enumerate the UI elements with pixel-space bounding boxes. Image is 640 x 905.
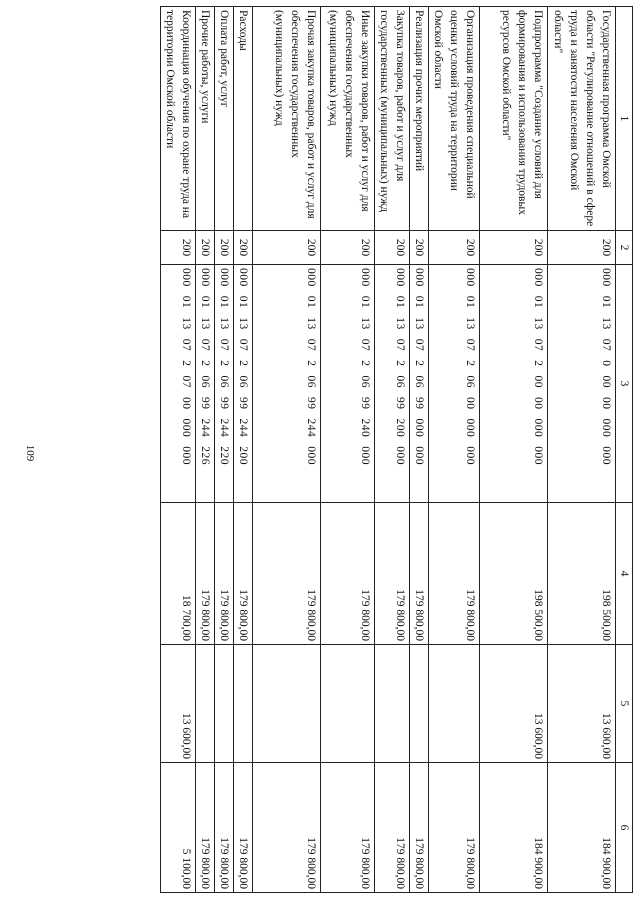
code-segment: 000 [413, 268, 425, 287]
table-row [215, 7, 234, 893]
table-row [480, 7, 548, 893]
row-col5-cell [253, 645, 321, 763]
row-col2-cell: 200 [253, 231, 321, 265]
row-col6-cell: 179 800,00 [321, 763, 375, 893]
code-segment: 13 [237, 317, 249, 330]
row-col6-cell: 179 800,00 [215, 763, 234, 893]
code-segment: 01 [180, 295, 192, 309]
row-col6-cell: 179 800,00 [253, 763, 321, 893]
row-col4-cell: 179 800,00 [429, 503, 480, 645]
row-col5-cell [410, 645, 429, 763]
code-segment: 2 [413, 360, 425, 367]
row-col5-cell: 13 600,00 [161, 645, 196, 763]
table-row [375, 7, 410, 893]
code-segment: 000 [305, 268, 317, 287]
header-row [616, 7, 633, 893]
code-segment: 01 [218, 295, 230, 309]
row-col2-cell: 200 [548, 231, 616, 265]
code-segment: 2 [218, 360, 230, 367]
code-segment: 240 [359, 418, 371, 438]
code-segment: 99 [218, 397, 230, 410]
row-name-cell: Прочая закупка товаров, работ и услуг для обеспечения государственных (муниципальных) нужд [253, 7, 321, 231]
code-segment: 01 [413, 295, 425, 309]
row-col4-cell: 198 500,00 [548, 503, 616, 645]
row-col4-cell: 179 800,00 [234, 503, 253, 645]
code-segment: 2 [199, 360, 211, 367]
row-code-cell [161, 265, 196, 503]
table-row [161, 7, 196, 893]
row-code-cell [410, 265, 429, 503]
code-segment: 000 [532, 268, 544, 287]
code-segment: 99 [199, 397, 211, 410]
row-name-cell: Государственная программа Омской области "Регулирование отношений в сфере труда и занятости населения Омской области" [548, 7, 616, 231]
code-segment: 07 [305, 338, 317, 352]
row-col2-cell: 200 [321, 231, 375, 265]
row-col4-cell: 179 800,00 [253, 503, 321, 645]
row-col4-cell: 179 800,00 [375, 503, 410, 645]
code-segment: 2 [237, 360, 249, 367]
row-col5-cell [375, 645, 410, 763]
code-segment: 000 [413, 418, 425, 438]
row-col5-cell [196, 645, 215, 763]
row-col4-cell: 179 800,00 [410, 503, 429, 645]
table-row [410, 7, 429, 893]
row-name-cell: Подпрограмма "Создание условий для формирования и использования трудовых ресурсов Омской области" [480, 7, 548, 231]
row-col4-cell: 198 500,00 [480, 503, 548, 645]
row-col2-cell: 200 [196, 231, 215, 265]
row-col6-cell: 179 800,00 [234, 763, 253, 893]
code-segment: 13 [600, 317, 612, 330]
code-segment: 07 [218, 338, 230, 352]
code-segment: 06 [199, 375, 211, 388]
code-segment: 000 [305, 446, 317, 465]
code-segment: 01 [464, 295, 476, 309]
code-segment: 000 [600, 268, 612, 287]
row-name-cell: Иные закупки товаров, работ и услуг для обеспечения государственных (муниципальных) нужд [321, 7, 375, 231]
header-col-3: 3 [616, 265, 633, 503]
row-col5-cell [215, 645, 234, 763]
code-segment: 000 [600, 418, 612, 438]
header-col-4: 4 [616, 503, 633, 645]
row-col5-cell: 13 600,00 [480, 645, 548, 763]
landscape-page [78, 6, 633, 892]
row-col6-cell: 184 900,00 [480, 763, 548, 893]
row-col2-cell: 200 [161, 231, 196, 265]
code-segment: 13 [413, 317, 425, 330]
row-col6-cell: 184 900,00 [548, 763, 616, 893]
row-col2-cell: 200 [480, 231, 548, 265]
code-segment: 000 [394, 268, 406, 287]
code-segment: 00 [600, 397, 612, 410]
code-segment: 06 [359, 375, 371, 388]
row-col5-cell: 13 600,00 [548, 645, 616, 763]
code-segment: 07 [180, 375, 192, 388]
code-segment: 2 [532, 360, 544, 367]
row-code-cell [375, 265, 410, 503]
code-segment: 000 [199, 268, 211, 287]
row-col2-cell: 200 [215, 231, 234, 265]
code-segment: 07 [464, 338, 476, 352]
code-segment: 06 [218, 375, 230, 388]
code-segment: 01 [305, 295, 317, 309]
row-code-cell [234, 265, 253, 503]
code-segment: 13 [359, 317, 371, 330]
code-segment: 06 [305, 375, 317, 388]
row-col6-cell: 5 100,00 [161, 763, 196, 893]
row-col5-cell [321, 645, 375, 763]
row-code-cell [253, 265, 321, 503]
code-segment: 000 [359, 446, 371, 465]
row-code-cell [321, 265, 375, 503]
row-col6-cell: 179 800,00 [410, 763, 429, 893]
code-segment: 2 [359, 360, 371, 367]
row-col6-cell: 179 800,00 [429, 763, 480, 893]
row-code-cell [548, 265, 616, 503]
code-segment: 01 [394, 295, 406, 309]
code-segment: 000 [394, 446, 406, 465]
code-segment: 2 [180, 360, 192, 367]
row-name-cell: Расходы [234, 7, 253, 231]
code-segment: 000 [464, 268, 476, 287]
budget-table [160, 6, 633, 893]
code-segment: 01 [600, 295, 612, 309]
row-col4-cell: 179 800,00 [196, 503, 215, 645]
code-segment: 000 [237, 268, 249, 287]
code-segment: 01 [359, 295, 371, 309]
code-segment: 01 [237, 295, 249, 309]
row-col6-cell: 179 800,00 [196, 763, 215, 893]
code-segment: 00 [532, 375, 544, 388]
code-segment: 07 [359, 338, 371, 352]
code-segment: 13 [199, 317, 211, 330]
code-segment: 01 [199, 295, 211, 309]
code-segment: 0 [600, 360, 612, 367]
code-segment: 07 [413, 338, 425, 352]
header-col-6: 6 [616, 763, 633, 893]
code-segment: 000 [218, 268, 230, 287]
code-segment: 226 [199, 446, 211, 465]
code-segment: 07 [394, 338, 406, 352]
code-segment: 13 [180, 317, 192, 330]
code-segment: 06 [394, 375, 406, 388]
code-segment: 99 [305, 397, 317, 410]
row-name-cell: Реализация прочих мероприятий [410, 7, 429, 231]
header-col-2: 2 [616, 231, 633, 265]
code-segment: 000 [600, 446, 612, 465]
code-segment: 13 [464, 317, 476, 330]
code-segment: 06 [464, 375, 476, 388]
row-name-cell: Прочие работы, услуги [196, 7, 215, 231]
code-segment: 00 [532, 397, 544, 410]
code-segment: 000 [413, 446, 425, 465]
table-row [429, 7, 480, 893]
code-segment: 99 [359, 397, 371, 410]
row-col4-cell: 179 800,00 [321, 503, 375, 645]
row-col2-cell: 200 [234, 231, 253, 265]
code-segment: 200 [394, 418, 406, 438]
row-col6-cell: 179 800,00 [375, 763, 410, 893]
row-code-cell [480, 265, 548, 503]
code-segment: 000 [180, 268, 192, 287]
code-segment: 07 [199, 338, 211, 352]
row-col4-cell: 179 800,00 [215, 503, 234, 645]
code-segment: 13 [394, 317, 406, 330]
code-segment: 244 [237, 418, 249, 438]
code-segment: 000 [464, 418, 476, 438]
row-name-cell: Закупка товаров, работ и услуг для государственных (муниципальных) нужд [375, 7, 410, 231]
code-segment: 06 [413, 375, 425, 388]
code-segment: 13 [218, 317, 230, 330]
code-segment: 07 [237, 338, 249, 352]
code-segment: 99 [394, 397, 406, 410]
code-segment: 000 [532, 418, 544, 438]
page-number: 109 [24, 444, 36, 462]
code-segment: 99 [237, 397, 249, 410]
row-name-cell: Координация обучения по охране труда на территории Омской области [161, 7, 196, 231]
code-segment: 07 [600, 338, 612, 352]
rotated-table-container [78, 6, 633, 892]
code-segment: 2 [305, 360, 317, 367]
table-row [253, 7, 321, 893]
code-segment: 07 [180, 338, 192, 352]
table-row [234, 7, 253, 893]
code-segment: 244 [305, 418, 317, 438]
code-segment: 00 [180, 397, 192, 410]
code-segment: 13 [532, 317, 544, 330]
code-segment: 000 [180, 446, 192, 465]
code-segment: 06 [237, 375, 249, 388]
table-row [548, 7, 616, 893]
table-body [161, 7, 616, 893]
code-segment: 200 [237, 446, 249, 465]
row-col5-cell [429, 645, 480, 763]
code-segment: 220 [218, 446, 230, 465]
code-segment: 2 [464, 360, 476, 367]
header-col-1: 1 [616, 7, 633, 231]
code-segment: 99 [413, 397, 425, 410]
row-code-cell [429, 265, 480, 503]
table-row [321, 7, 375, 893]
row-col4-cell: 18 700,00 [161, 503, 196, 645]
row-col2-cell: 200 [429, 231, 480, 265]
header-col-5: 5 [616, 645, 633, 763]
code-segment: 000 [532, 446, 544, 465]
table-row [196, 7, 215, 893]
code-segment: 01 [532, 295, 544, 309]
code-segment: 00 [464, 397, 476, 410]
row-code-cell [215, 265, 234, 503]
row-col5-cell [234, 645, 253, 763]
code-segment: 07 [532, 338, 544, 352]
code-segment: 000 [359, 268, 371, 287]
code-segment: 244 [199, 418, 211, 438]
row-name-cell: Оплата работ, услуг [215, 7, 234, 231]
row-code-cell [196, 265, 215, 503]
code-segment: 13 [305, 317, 317, 330]
row-col2-cell: 200 [410, 231, 429, 265]
row-name-cell: Организация проведения специальной оценки условий труда на территории Омской области [429, 7, 480, 231]
code-segment: 000 [180, 418, 192, 438]
code-segment: 00 [600, 375, 612, 388]
code-segment: 000 [464, 446, 476, 465]
code-segment: 2 [394, 360, 406, 367]
row-col2-cell: 200 [375, 231, 410, 265]
code-segment: 244 [218, 418, 230, 438]
